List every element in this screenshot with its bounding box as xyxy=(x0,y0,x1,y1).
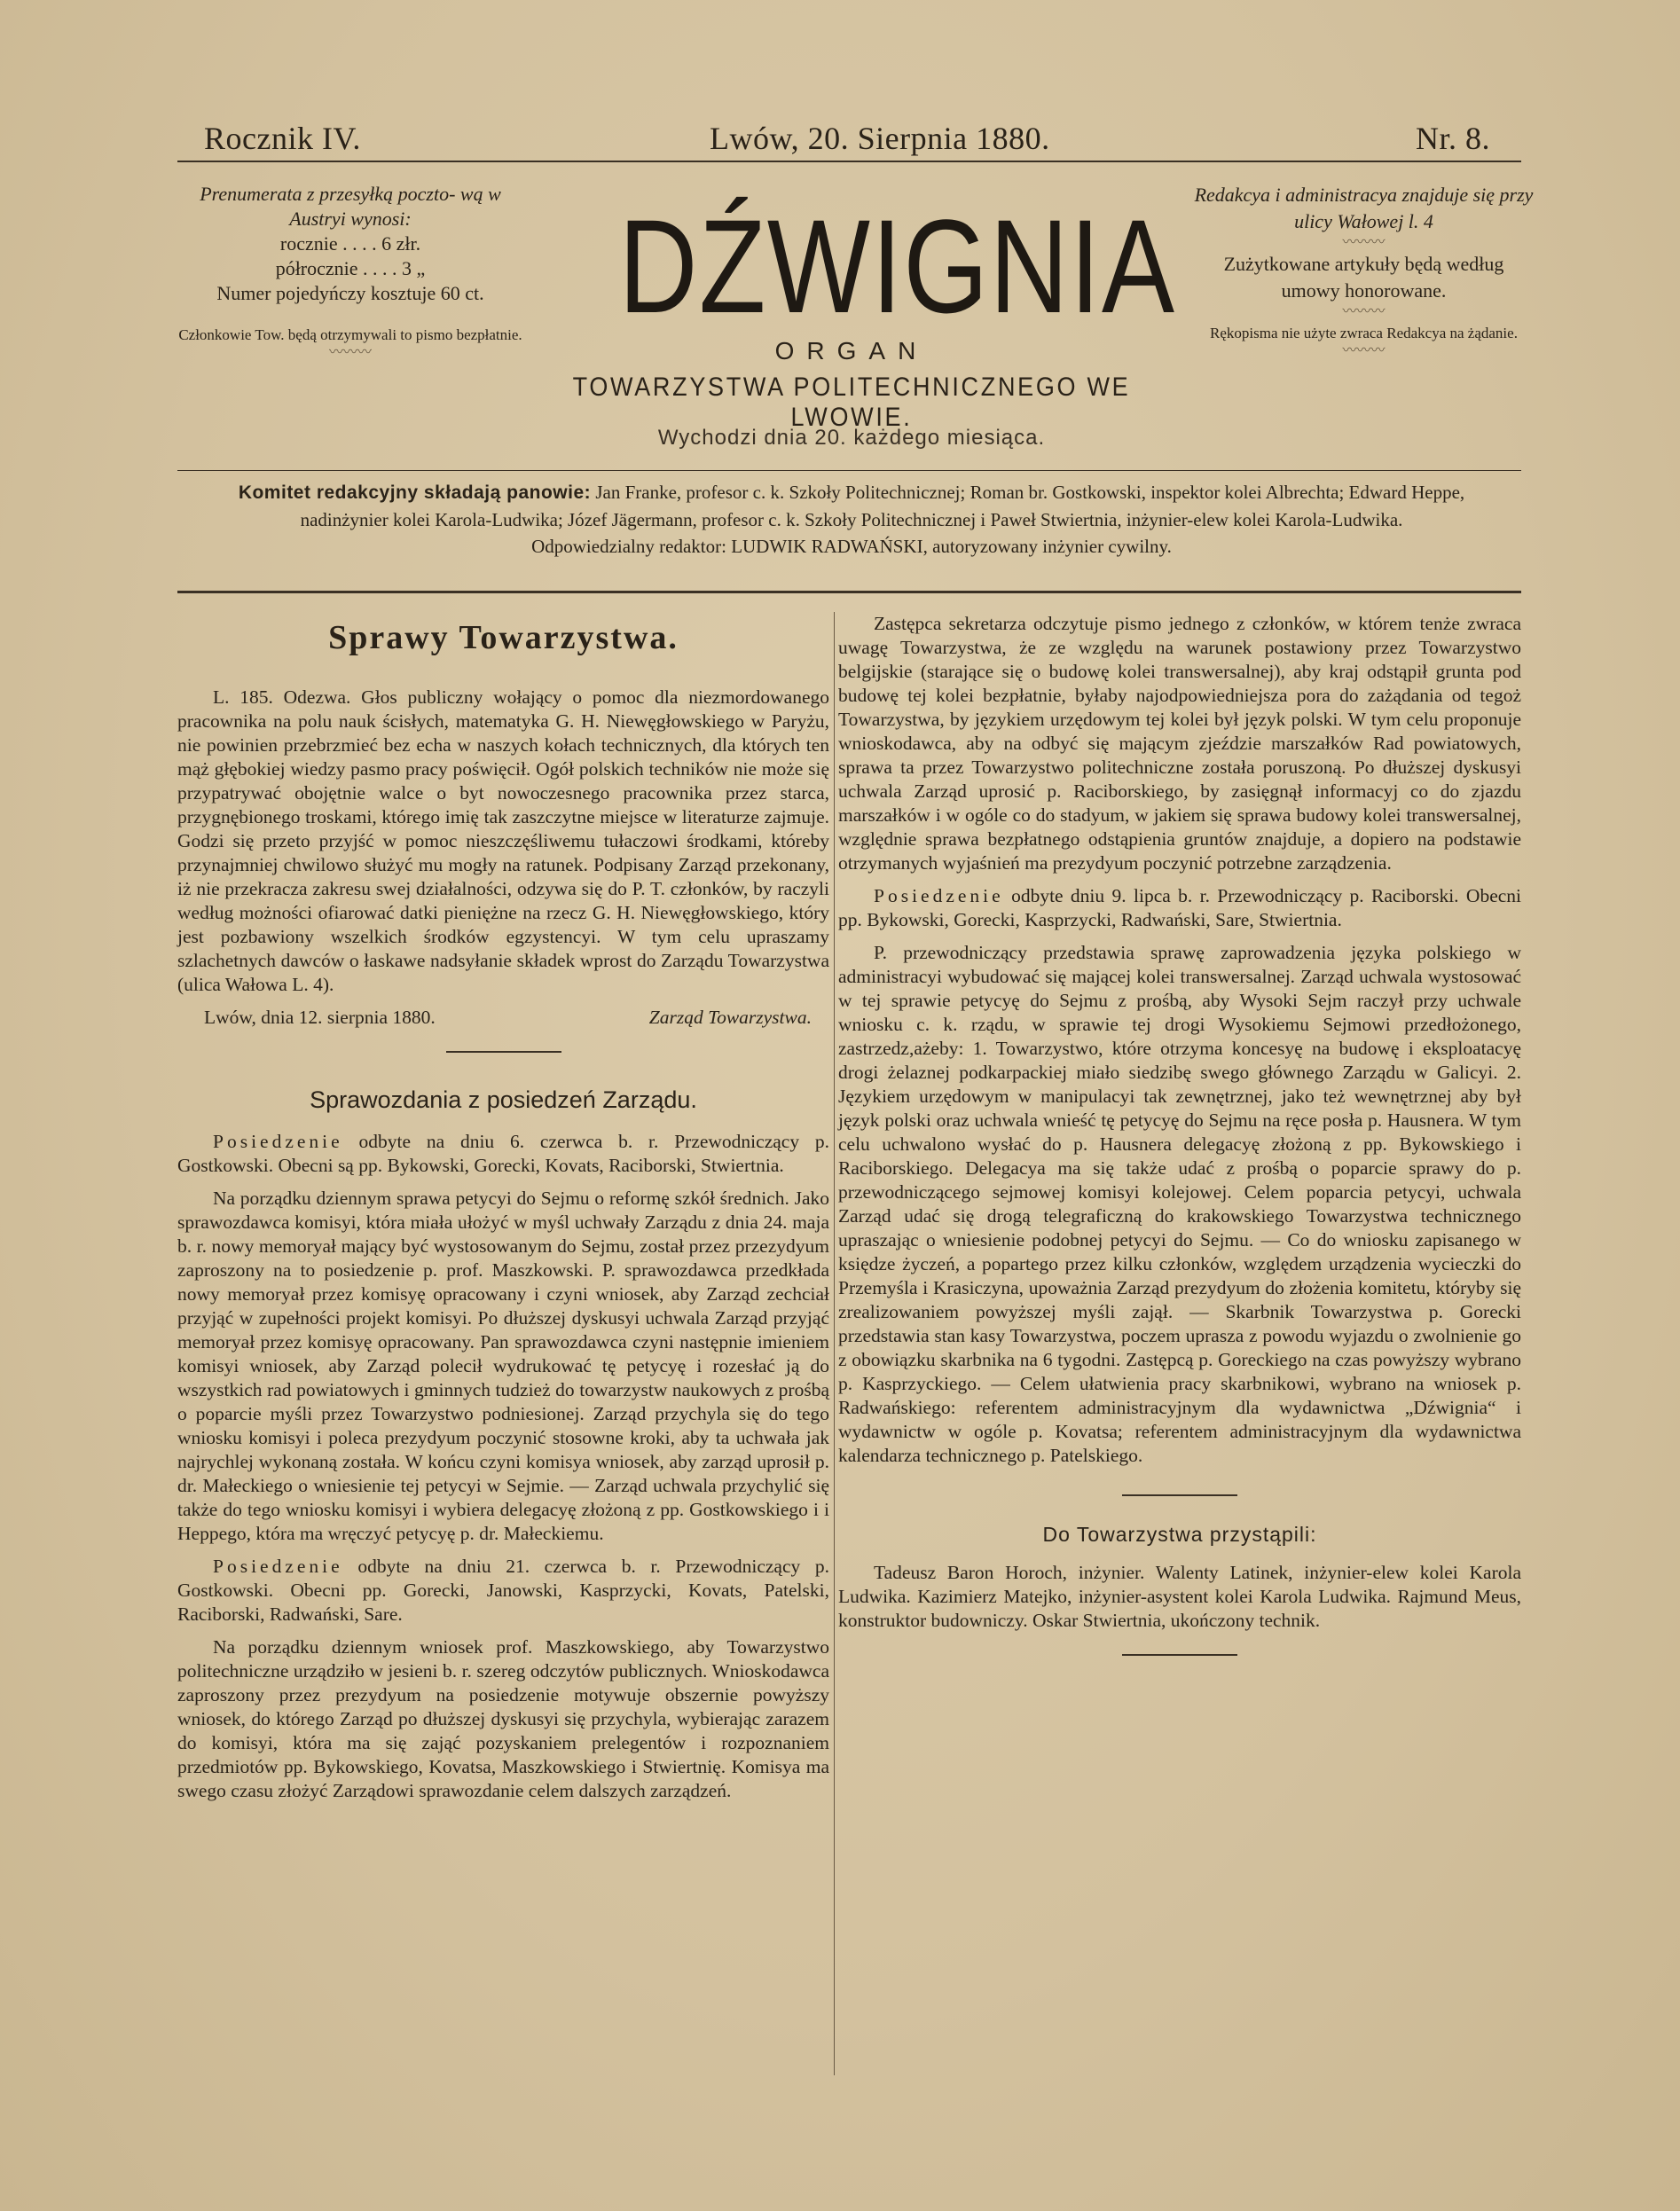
left-column xyxy=(177,612,829,1812)
ornament: 〰〰〰 xyxy=(1342,235,1386,250)
paragraph xyxy=(838,884,1521,932)
signature: Zarząd Towarzystwa. xyxy=(648,1007,812,1028)
editorial-manuscripts-note: Rękopisma nie użyte zwraca Redakcya na żądanie. xyxy=(1210,325,1518,341)
masthead-organ: ORGAN xyxy=(774,337,929,365)
new-members-paragraph: Tadeusz Baron Horoch, inżynier. Walenty Latinek, inżynier-elew kolei Karola Ludwika. Kazimierz Matejko, inżynier-asystent kolei Karola Ludwika. Rajmund Meus, konstruktor budowniczy. Oskar Stwiertnia, ukończony technik. xyxy=(838,1562,1521,1631)
paragraph-text: odbyte dniu 9. lipca b. r. Przewodniczący p. Raciborski. Obecni pp. Bykowski, Gorecki, Kasprzycki, Radwański, Sare, Stwiertnia. xyxy=(838,885,1521,930)
paragraph: Zastępca sekretarza odczytuje pismo jednego z członków, w którem tenże zwraca uwagę Towarzystwa, że ze względu na warunek postawiony przez Towarzystwo belgijskie (starające się o budowę kolei transwersalnej), aby kraj odstąpił grunta pod budowę tej kolei bezpłatnie, byłaby najodpowiedniejsza pora do zażądania od tegoż Towarzystwa, by językiem urzędowym tej kolei był język polski. W tym celu proponuje wnioskodawca, aby na odbyć się mającym zjeździe marszałków Rad powiatowych, sprawa ta przez Towarzystwo politechniczne została poruszoną. Po dłuższej dyskusyi uchwala Zarząd uprosić p. Raciborskiego, by zasięgnął informacyj co do zjazdu marszałków i w ogóle co do stadyum, w jakiem się sprawa budowy kolei transwersalnej, względnie sprawa bezpłatnego odstąpienia gruntów znajduje, a dopiero na podstawie otrzymanych wyjaśnień ma prezydyum poczynić potrzebne zarządzenia. xyxy=(838,613,1521,874)
header-rule xyxy=(177,161,1521,162)
paragraph: Na porządku dziennym sprawa petycyi do Sejmu o reformę szkół średnich. Jako sprawozdawca komisyi, która miała ułożyć w myśl uchwały Zarządu z dnia 24. maja b. r. nowy memoryał mający być wystosowanym do Sejmu, został przez przezydyum zaproszony na to posiedzenie p. prof. Maszkowski. P. sprawozdawca przedkłada nowy memoryał przez komisyę opracowany i czyni wniosek, aby Zarząd zechciał przyjąć w zupełności projekt komisyi. Po dłuższej dyskusyi uchwala Zarząd przyjąć memoryał przez komisyę opracowany. Pan sprawozdawca czyni następnie imieniem komisyi wniosek, aby Zarząd polecił wydrukować tę petycyę i rozesłać ją do wszystkich rad powiatowych i gminnych tudzież do towarzystw naukowych z prośbą o poparcie myśli przez Towarzystwo podniesionej. Zarząd przychyla się do tego wniosku komisyi i poleca prezydyum poczynić stosowne kroki, aby ta uchwała jak najrychlej wykonaną została. W końcu czyni komisya wniosek, aby zarząd uprosił p. dr. Małeckiego o wniesienie tej petycyi w Sejmie. — Zarząd uchwala przychylić się także do tego wniosku komisyi i wybiera delegacyę złożoną z pp. Gostkowskiego i i Heppego, która ma wręczyć petycyę p. dr. Małeckiemu. xyxy=(177,1188,829,1544)
paragraph: Na porządku dziennym wniosek prof. Maszkowskiego, aby Towarzystwo politechniczne urządziło w jesieni b. r. szereg odczytów publicznych. Wnioskodawca zaproszony przez prezydyum na posiedzenie motywuje obszernie powyższy wniosek, do którego Zarząd po dłuższej dyskusyi się przychyla, wybierając zarazem do komisyi, która ma się zająć pozyskaniem prelegentów i rozpoznaniem przedmiotów pp. Bykowskiego, Kovatsa, Maszkowskiego i Stwiertnię. Komisya ma swego czasu złożyć Zarządowi sprawozdanie celem dalszych zarządzeń. xyxy=(177,1636,829,1801)
heading-society-affairs: Sprawy Towarzystwa. xyxy=(328,619,679,656)
paragraph-text: odbyte na dniu 21. czerwca b. r. Przewodniczący p. Gostkowski. Obecni pp. Gorecki, Janowski, Kasprzycki, Kovats, Patelski, Raciborski, Radwański, Sare. xyxy=(177,1556,830,1625)
heading-board-reports: Sprawozdania z posiedzeń Zarządu. xyxy=(310,1086,697,1113)
paragraph: P. przewodniczący przedstawia sprawę zaprowadzenia języka polskiego w administracyi wybudować się mającej kolei transwersalnej. Zarząd uchwala wystosować w tej sprawie petycyę do Sejmu z prośbą, aby Wysoki Sejm raczył przy uchwale wniosku c. k. rządu, w sprawie tej drogi Wysokiemu Sejmowi przedłożonego, zastrzedz,ażeby: 1. Towarzystwo, które otrzyma koncesyę na budowę i eksploatacyę drogi żelaznej podkarpackiej miało siedzibę swego głównego Zarządu w Galicyi. 2. Językiem urzędowym w manipulacyi tak zewnętrznej, jako też wewnętrznej aby był język polski oraz uchwala wnieść tę petycyę do Sejmu na ręce posła p. Hausnera. W tym celu uchwalono wysłać do p. Hausnera delegacyę złożoną z pp. Bykowskiego i Raciborskiego. Delegacya ma się także udać z prośbą o poparcie sprawy do p. przewodniczącego sejmowej komisyi kolejowej. Celem poparcia petycyi, uchwala Zarząd udać się drogą telegraficzną do krakowskiego Towarzystwa technicznego upraszając o wniesienie podobnej petycyi do Sejmu. — Co do wniosku zapisanego w księdze życzeń, a popartego przez kilku członków, względem urządzenia wycieczki do Przemyśla i Krasiczyna, upoważnia Zarząd prezydyum do złożenia komitetu, któryby się zrealizowaniem powyższej myśli zajął. — Skarbnik Towarzystwa p. Gorecki przedstawia stan kasy Towarzystwa, poczem uprasza z powodu wyjazdu o zwolnienie go z obowiązku skarbnika na 6 tygodni. Zastępcą p. Goreckiego na czas powyższy wybrano p. Kasprzyckiego. — Celem ułatwienia pracy skarbnikowi, wybrano na wniosek p. Radwańskiego: referentem administracyjnym dla wydawnictwa „Dźwignia“ i wydawnictw w ogóle p. Kovatsa; referentem administracyjnym dla wydawnictwa kalendarza technicznego p. Patelskiego. xyxy=(838,942,1521,1466)
committee-rule-top xyxy=(177,470,1521,471)
ornament: 〰〰〰 xyxy=(1342,304,1386,319)
meeting-lead: Posiedzenie xyxy=(213,1556,343,1577)
paragraph xyxy=(177,1555,829,1627)
heading-new-members: Do Towarzystwa przystąpili: xyxy=(1042,1523,1317,1546)
subscription-members-note: Członkowie Tow. będą otrzymywali to pismo bezpłatnie. xyxy=(178,326,522,343)
committee-lead: Komitet redakcyjny składają panowie: xyxy=(238,482,592,503)
editorial-info-box xyxy=(1193,182,1535,359)
publication-frequency: Wychodzi dnia 20. każdego miesiąca. xyxy=(657,426,1046,450)
separator xyxy=(446,1051,561,1053)
issue-number: Nr. 8. xyxy=(1416,121,1490,156)
issue-date: Lwów, 20. Sierpnia 1880. xyxy=(710,121,1050,156)
appeal-paragraph: L. 185. Odezwa. Głos publiczny wołający o pomoc dla niezmordowanego pracownika na polu nauk ścisłych, matematyka G. H. Niewęgłowskiego w Paryżu, nie powinien przebrzmieć bez echa w naszych kołach technicznych, dla których ten mąż głębokiej wiedzy pasmo pracy poświęcił. Ogół polskich techników nie może się przypatrywać obojętnie walce o byt nowoczesnego pracownika przez starca, przygnębionego troskami, którego imię tak zaszczytne miejsce w literaturze zajmuje. Godzi się przeto przyjść w pomoc nieszczęśliwemu tułaczowi środkami, któreby przynajmniej chwilowo służyć mu mogły na ratunek. Podpisany Zarząd przekonany, iż nie przekracza zakresu swej działalności, odzywa się do P. T. członków, by raczyli według możności ofiarować datki pieniężne na rzecz G. H. Niewęgłowskiego, który jest pozbawiony wszelkich środków egzystencyi. W tym celu upraszamy szlachetnych dawców o łaskawe nadsyłanie składek wprost do Zarządu Towarzystwa (ulica Wałowa L. 4). xyxy=(177,686,829,995)
masthead-title: DŹWIGNIA xyxy=(618,192,1176,341)
subscription-annual: rocznie . . . . 6 złr. xyxy=(279,232,421,255)
meeting-lead: Posiedzenie xyxy=(213,1131,343,1152)
volume-label: Rocznik IV. xyxy=(204,121,361,156)
separator xyxy=(1122,1494,1237,1496)
editorial-payment-note: Zużytkowane artykuły będą według umowy honorowane. xyxy=(1223,253,1504,302)
committee-members: Jan Franke, profesor c. k. Szkoły Politechnicznej; Roman br. Gostkowski, inspektor kolei Albrechta; Edward Heppe, nadinżynier kolei Karola-Ludwika; Józef Jägermann, profesor c. k. Szkoły Politechnicznej i Paweł Stwiertnia, inżynier-elew kolei Karola-Ludwika. xyxy=(300,482,1465,530)
editorial-committee xyxy=(235,479,1468,560)
meeting-lead: Posiedzenie xyxy=(874,885,1004,906)
subscription-title: Prenumerata z przesyłką poczto- wą w Austryi wynosi: xyxy=(200,183,501,230)
editorial-address: Redakcya i administracya znajduje się przy ulicy Wałowej l. 4 xyxy=(1194,184,1534,232)
place-date: Lwów, dnia 12. sierpnia 1880. xyxy=(204,1007,436,1028)
separator xyxy=(1122,1654,1237,1656)
column-divider xyxy=(834,612,835,2075)
subscription-box xyxy=(173,182,528,361)
header-line xyxy=(204,120,1526,155)
subscription-semiannual: półrocznie . . . . 3 „ xyxy=(275,257,426,279)
subscription-single: Numer pojedyńczy kosztuje 60 ct. xyxy=(216,282,484,304)
committee-rule-bottom xyxy=(177,591,1521,593)
ornament: 〰〰〰 xyxy=(328,345,372,360)
responsible-editor: Odpowiedzialny redaktor: LUDWIK RADWAŃSKI, autoryzowany inżynier cywilny. xyxy=(531,536,1172,557)
masthead-society: TOWARZYSTWA POLITECHNICZNEGO WE LWOWIE. xyxy=(572,372,1131,432)
signature-line xyxy=(177,1006,829,1030)
paragraph xyxy=(177,1130,829,1178)
right-column xyxy=(838,612,1521,1677)
paragraph-text: odbyte na dniu 6. czerwca b. r. Przewodniczący p. Gostkowski. Obecni są pp. Bykowski, Gorecki, Kovats, Raciborski, Stwiertnia. xyxy=(177,1131,830,1176)
ornament: 〰〰〰 xyxy=(1342,343,1386,358)
